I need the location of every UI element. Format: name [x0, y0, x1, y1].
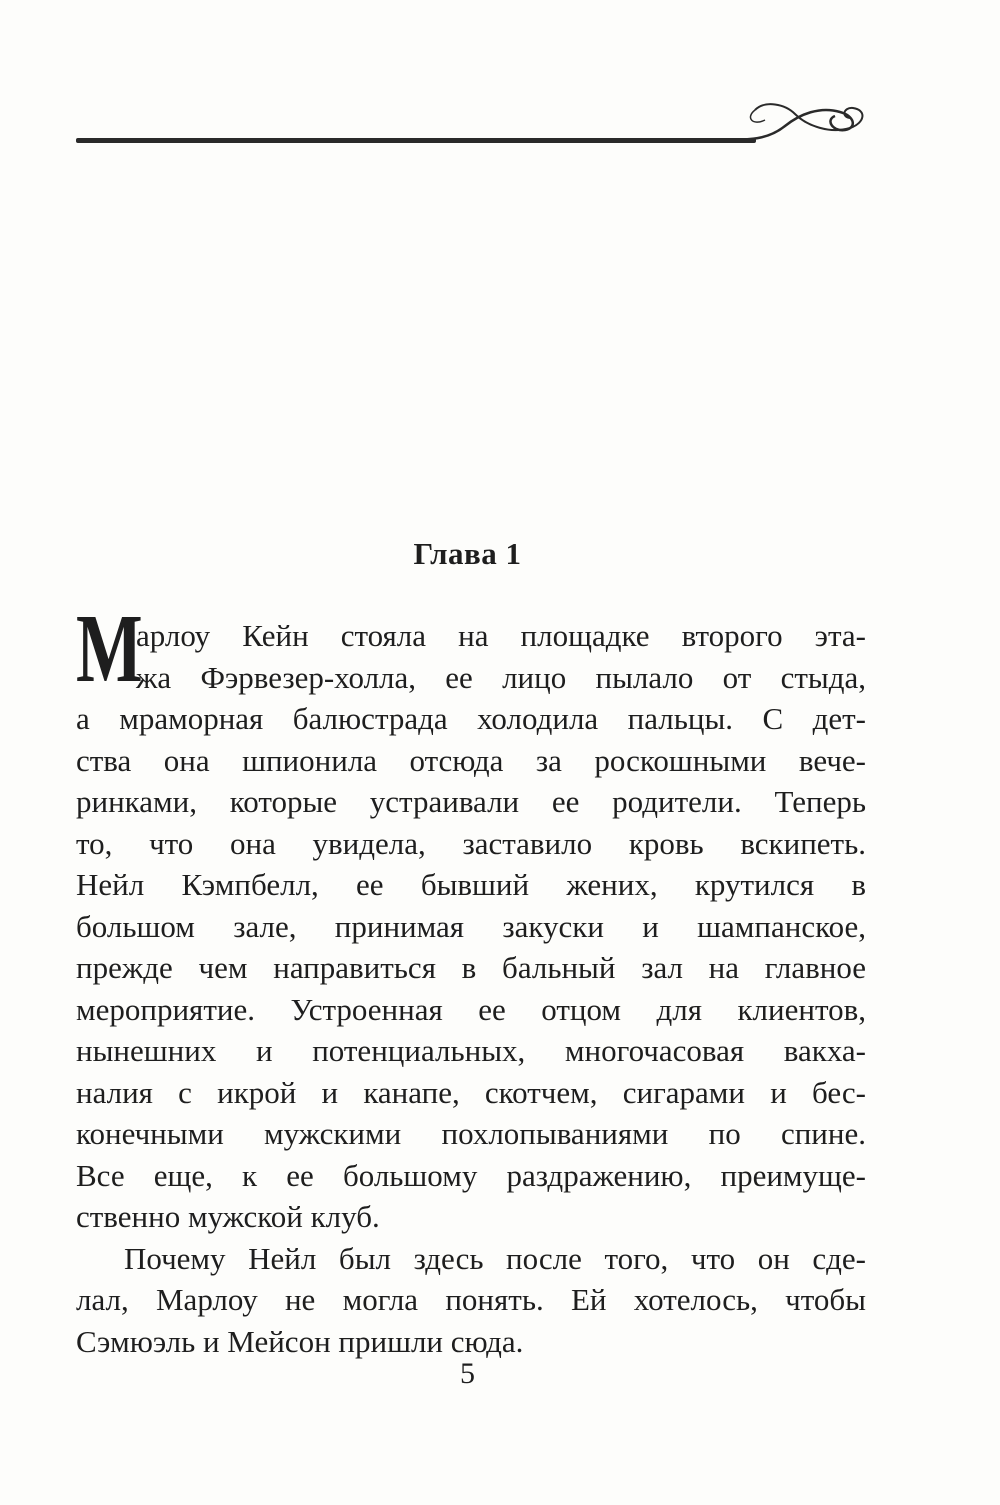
- text-line: Сэмюэль и Мейсон пришли сюда.: [76, 1323, 524, 1359]
- text-line: ства она шпионила отсюда за роскошными вече-: [76, 742, 866, 778]
- text-line: жа Фэрвезер-холла, ее лицо пылало от стыда,: [136, 659, 866, 695]
- text-line: лал, Марлоу не могла понять. Ей хотелось, чтобы: [76, 1282, 866, 1317]
- text-line: ственно мужской клуб.: [76, 1199, 380, 1234]
- text-line: нынешних и потенциальных, многочасовая вакха-: [76, 1033, 866, 1068]
- text-line: прежде чем направиться в бальный зал на главное: [76, 950, 866, 985]
- page-number: 5: [460, 1357, 475, 1390]
- text-line: конечными мужскими похлопываниями по спине.: [76, 1116, 866, 1151]
- flourish-ornament-icon: [725, 98, 875, 148]
- text-line: то, что она увидела, заставило кровь вскипеть.: [76, 825, 866, 861]
- header-rule: [76, 138, 756, 143]
- text-line: Почему Нейл был здесь после того, что он сде-: [124, 1240, 866, 1276]
- text-line: арлоу Кейн стояла на площадке второго эта-: [136, 618, 866, 653]
- text-line: ринками, которые устраивали ее родители. Теперь: [76, 784, 866, 819]
- chapter-heading: Глава 1: [413, 536, 522, 571]
- text-line: мероприятие. Устроенная ее отцом для клиентов,: [76, 991, 866, 1027]
- text-line: налия с икрой и канапе, скотчем, сигарами и бес-: [76, 1074, 866, 1110]
- text-line: Нейл Кэмпбелл, ее бывший жених, крутился в: [76, 867, 866, 902]
- text-line: а мраморная балюстрада холодила пальцы. С дет-: [76, 701, 866, 736]
- drop-cap: М: [76, 595, 143, 703]
- text-line: Все еще, к ее большому раздражению, преимуще-: [76, 1157, 866, 1193]
- text-line: большом зале, принимая закуски и шампанское,: [76, 908, 866, 944]
